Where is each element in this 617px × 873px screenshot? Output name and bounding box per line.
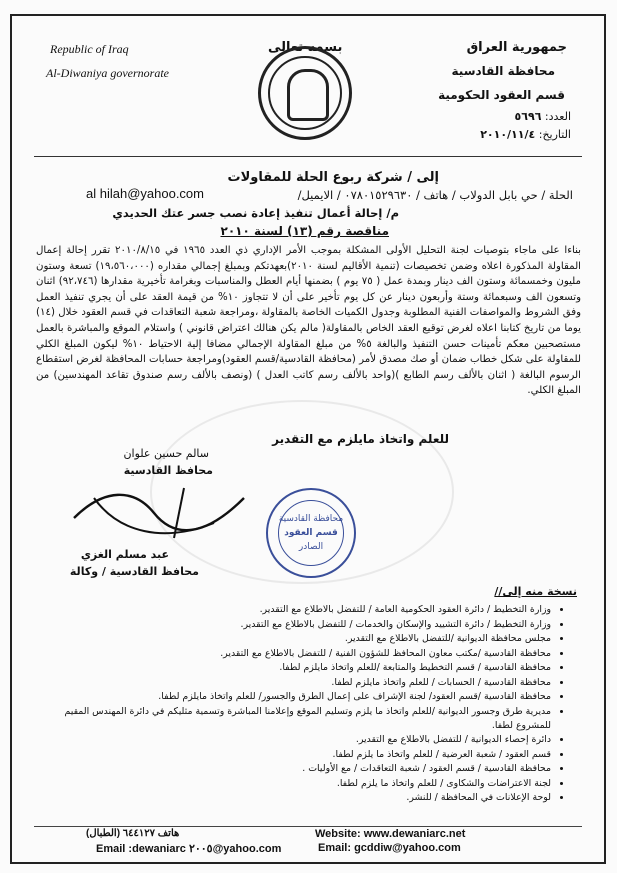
footer-phone: هاتف ٦٤٤١٢٧ (الطبال) xyxy=(86,828,180,839)
official-stamp xyxy=(266,488,356,578)
governorate-emblem xyxy=(258,46,352,140)
cc-item: • محافظة القادسية /قسم العقود/ لجنة الإشراف على إعمال الطرق والجسور/ للعلم واتخاذ مايلزم لطفا. xyxy=(47,690,551,704)
stamp-text-1: محافظة القادسية xyxy=(278,514,344,524)
footer-divider xyxy=(34,826,582,827)
header-governorate-en: Al-Diwaniya governorate xyxy=(46,66,169,80)
cc-list xyxy=(47,603,567,806)
subject-line: م/ إحالة أعمال تنفيذ إعادة نصب جسر عتك الحديدي xyxy=(112,206,399,220)
cc-item: • لوحة الإعلانات في المحافظة / للنشر. xyxy=(47,791,551,805)
cc-item: • محافظة القادسية / الحسابات / للعلم واتخاذ مايلزم لطفا. xyxy=(47,676,551,690)
cc-item: • قسم العقود / شعبة العرضية / للعلم واتخاذ ما يلزم لطفا. xyxy=(47,748,551,762)
signatory-1-title: محافظ القادسية xyxy=(123,464,213,477)
cc-item: • وزارة التخطيط / دائرة التشييد والإسكان والخدمات / للتفضل بالاطلاع مع التقدير. xyxy=(47,618,551,632)
addressee-email: al hilah@yahoo.com xyxy=(86,186,204,201)
header-governorate-ar: محافظة القادسية xyxy=(451,64,555,78)
cc-item: • مجلس محافظة الديوانية /للتفضل بالاطلاع مع التقدير. xyxy=(47,632,551,646)
tender-number: مناقصة رقم (١٣) لسنة ٢٠١٠ xyxy=(220,224,389,238)
cc-heading: نسخة منه إلى// xyxy=(494,585,577,598)
header-divider xyxy=(34,156,582,157)
stamp-text-2: قسم العقود xyxy=(284,528,338,538)
footer-email-right: Email: gcddiw@yahoo.com xyxy=(318,842,461,854)
header-country-en: Republic of Iraq xyxy=(50,42,129,56)
footer-email-left: Email :dewaniarc ٢٠٠٥@yahoo.com xyxy=(96,843,282,855)
addressee-to: إلى / شركة ربوع الحلة للمقاولات xyxy=(227,170,439,185)
header-basmala: بسمه تعالى xyxy=(268,40,343,55)
signatory-1-name: سالم حسين علوان xyxy=(123,447,209,460)
body-paragraph: بناءا على ماجاء بتوصيات لجنة التحليل الأولى المشكلة بموجب الأمر الإداري ذي العدد ١٩٦٥ في ٢٠١٠/٨/١٥ تقرر إحالة إعمال المقاولة المذكورة اعلاه وضمن تخصيصات (تنمية الأقاليم لسنة ٢٠١٠)بعهدتكم وبمبلغ إجمالي مقداره (١٩،٥٦٠،٠٠٠) تسعة وستون مليون وخمسمائة وستون الف دينار وبمدة عمل ( ٧٥ يوم ) بضمنها أيام العطل والمناسبات وبغرامة تأخيرية مقدارها (٩٢،٧٤٦) اثنان وتسعون الف وسبعمائة وستة وأربعون دينار عن كل يوم تأخير على أن لا تتجاوز ١٠% من قيمة العقد على أن يجري تنفيذ العمل وفق الشروط والمواصفات الفنية المطلوبة وجدول الكميات الخاصة بالمقاولة ،ومراجعة شعبة التعاقدات في قسم العقود خلال (١٤) يوما من تاريخ كتابنا اعلاه لغرض توقيع العقد الخاص بالمقاولة( مالم يكن هنالك اعتراض قانوني ) واستلام الموقع والمباشرة بالعمل مستصحبين معكم تأمينات حسن التنفيذ والبالغة ٥% من مبلغ المقاولة الإجمالي مضافا إلية الاحتياط ١٠% ليكون المبلغ الكلي للمقاولة على شكل خطاب ضمان أو صك مصدق لأمر (محافظة القادسية/قسم العقود)ومراجعة حسابات المحافظة لغرض استقطاع الرسوم البالغة ( اثنان بالألف رسم الطابع )(واحد بالألف رسم كاتب العدل ) (ونصف بالألف رسم صندوق تقاعد المهندسين) من المبلغ الكلي. xyxy=(36,245,582,397)
closing-line: للعلم واتخاذ مايلزم مع التقدير xyxy=(272,432,449,446)
cc-item: • مديرية طرق وجسور الديوانية /للعلم واتخاذ ما يلزم وتسليم الموقع وإعلامنا المباشرة وتسمية مثليكم في دائرة المهندس المقيم للمشروع لطفا. xyxy=(47,705,551,733)
handwritten-signature xyxy=(64,478,254,558)
document-number-value: ٥٦٩٦ xyxy=(514,110,542,123)
signatory-2-title: محافظ القادسية / وكالة xyxy=(69,565,199,578)
cc-item: • دائرة إحصاء الديوانية / للتفضل بالاطلاع مع التقدير. xyxy=(47,733,551,747)
cc-item: • وزارة التخطيط / دائرة العقود الحكومية العامة / للتفضل بالاطلاع مع التقدير. xyxy=(47,603,551,617)
stamp-text-3: الصادر xyxy=(298,542,324,552)
document-date xyxy=(480,128,571,141)
document-date-label: التاريخ: xyxy=(538,128,571,141)
document-date-value: ٢٠١٠/١١/٤ xyxy=(480,128,536,141)
cc-item: • محافظة القادسية / قسم التخطيط والمتابعة /للعلم واتخاذ مايلزم لطفا. xyxy=(47,661,551,675)
signatory-2-name: عبد مسلم الغزي xyxy=(80,548,169,561)
addressee-address: الحلة / حي بابل الدولاب / هاتف / ٠٧٨٠١٥٢٩٦٣٠ / الايميل/ xyxy=(297,188,573,202)
document-number-label: العدد: xyxy=(544,110,571,123)
footer-website: Website: www.dewaniarc.net xyxy=(315,828,466,840)
header-country-ar: جمهورية العراق xyxy=(466,40,567,55)
cc-item: • محافظة القادسية /مكتب معاون المحافظ للشؤون الفنية / للتفضل بالاطلاع مع التقدير. xyxy=(47,647,551,661)
cc-item: • محافظة القادسية / قسم العقود / شعبة التعاقدات / مع الأوليات . xyxy=(47,762,551,776)
document-number xyxy=(515,110,571,123)
cc-item: • لجنة الاعتراضات والشكاوى / للعلم واتخاذ ما يلزم لطفا. xyxy=(47,777,551,791)
header-department-ar: قسم العقود الحكومية xyxy=(438,88,565,102)
